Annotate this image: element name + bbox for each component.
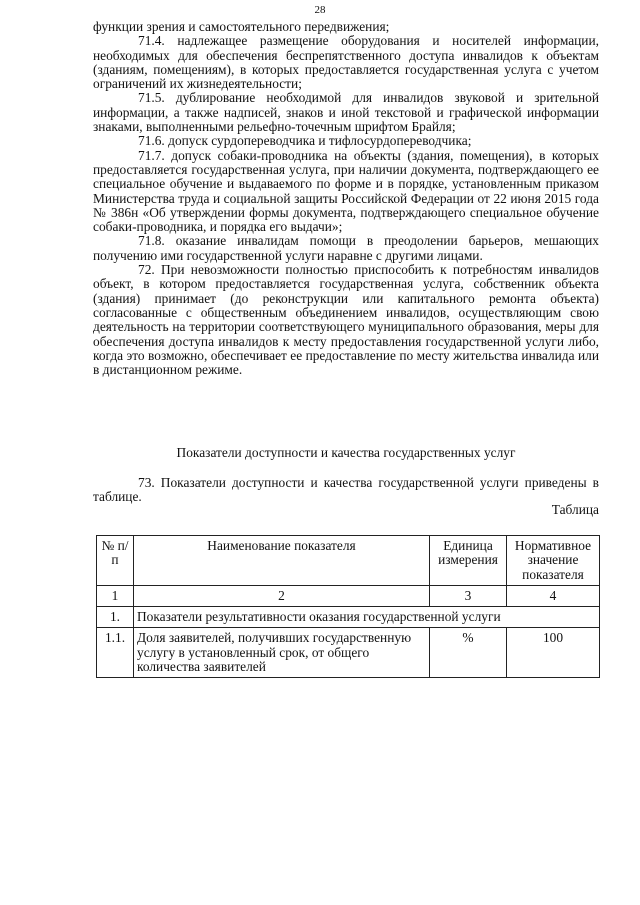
paragraph: 71.4. надлежащее размещение оборудования и носителей информации, необходимых для обеспечения беспрепятственного доступа инвалидов к объектам (зданиям, помещениям), в которых предоставляется государственная услуга с учетом ограничений их жизнедеятельности; — [93, 33, 599, 92]
header-unit: Единица измерения — [430, 536, 507, 586]
paragraph: 71.5. дублирование необходимой для инвалидов звуковой и зрительной информации, а также надписей, знаков и иной текстовой и графической информации знаками, выполненными рельефно-точечным шрифтом Брайля; — [93, 90, 599, 135]
header-name: Наименование показателя — [134, 536, 430, 586]
row-unit: % — [430, 628, 507, 678]
header-num: № п/п — [97, 536, 134, 586]
row-norm: 100 — [507, 628, 600, 678]
body-text — [93, 20, 599, 377]
header-norm: Нормативное значение показателя — [507, 536, 600, 586]
col-number: 4 — [507, 585, 600, 606]
table-row — [97, 628, 600, 678]
table-caption: Таблица — [551, 502, 599, 517]
indicators-table — [96, 535, 600, 678]
page-number: 28 — [314, 4, 326, 16]
section-heading: Показатели доступности и качества государственных услуг — [176, 445, 516, 460]
paragraph: 71.7. допуск собаки-проводника на объекты (здания, помещения), в которых предоставляется государственная услуга, при наличии документа, подтверждающего ее специальное обучение и выдаваемого по форме и в порядке, установленным приказом Министерства труда и социальной защиты Российской Федерации от 22 июня 2015 года № 386н «Об утверждении формы документа, подтверждающего специальное обучение собаки-проводника, и порядка его выдачи»; — [93, 147, 599, 235]
paragraph: функции зрения и самостоятельного передвижения; — [93, 19, 390, 34]
col-number: 1 — [97, 585, 134, 606]
table-header-row — [97, 536, 600, 586]
paragraph: 72. При невозможности полностью приспособить к потребностям инвалидов объект, в котором предоставляется государственная услуга, собственник объекта (здания) принимает (до реконструкции или капитального ремонта объекта) согласованные с общественным объединением инвалидов, осуществляющим свою деятельность на территории соответствующего муниципального образования, меры для обеспечения доступа инвалидов к месту предоставления государственной услуги либо, когда это возможно, обеспечивает ее предоставление по месту жительства инвалида или в дистанционном режиме. — [93, 262, 599, 378]
row-num: 1.1. — [97, 628, 134, 678]
row-name: Доля заявителей, получивших государственную услугу в установленный срок, от общего количества заявителей — [134, 628, 430, 678]
section-num: 1. — [97, 607, 134, 628]
col-number: 2 — [134, 585, 430, 606]
column-number-row — [97, 585, 600, 606]
col-number: 3 — [430, 585, 507, 606]
table-section-row — [97, 607, 600, 628]
paragraph: 71.6. допуск сурдопереводчика и тифлосурдопереводчика; — [138, 133, 472, 149]
section-title: Показатели результативности оказания государственной услуги — [134, 607, 600, 628]
paragraph: 71.8. оказание инвалидам помощи в преодолении барьеров, мешающих получению ими государственной услуги наравне с другими лицами. — [93, 233, 599, 263]
intro-paragraph: 73. Показатели доступности и качества государственной услуги приведены в таблице. — [93, 475, 599, 505]
